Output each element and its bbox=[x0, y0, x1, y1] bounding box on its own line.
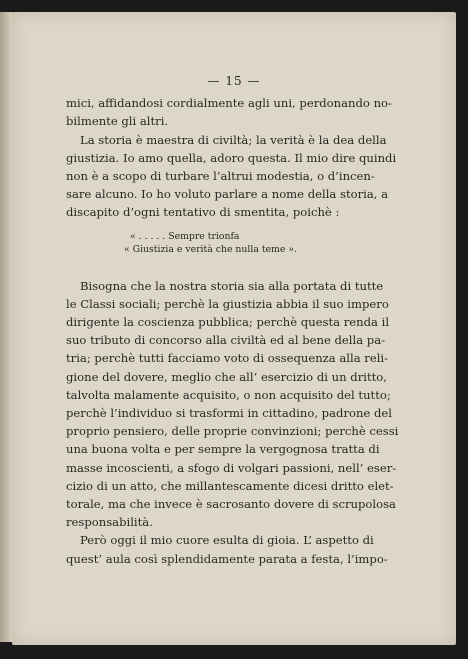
paragraph-storia bbox=[66, 131, 402, 222]
text-line: dirigente la coscienza pubblica; perchè questa renda il bbox=[66, 315, 390, 330]
quote-line: « . . . . . Sempre trionfa bbox=[130, 230, 240, 242]
text-line: bilmente gli altri. bbox=[66, 114, 169, 129]
page-number: — 15 — bbox=[207, 74, 261, 88]
text-line: responsabilità. bbox=[66, 515, 153, 530]
text-line: gione del dovere, meglio che all’ esercizio di un dritto, bbox=[66, 369, 387, 384]
paragraph-pero bbox=[66, 531, 402, 567]
paragraph-gap bbox=[66, 257, 402, 277]
text-line: tria; perchè tutti facciamo voto di ossequenza alla reli- bbox=[66, 351, 389, 366]
text-line: suo tributo di concorso alla civiltà ed al bene della pa- bbox=[66, 333, 386, 348]
text-line: discapito d’ogni tentativo di smentita, poichè : bbox=[66, 205, 340, 220]
paragraph-bisogna bbox=[66, 277, 402, 532]
text-line: talvolta malamente acquisito, o non acquisito del tutto; bbox=[66, 387, 391, 402]
text-line: La storia è maestra di civiltà; la verità è la dea della bbox=[80, 132, 387, 147]
text-line: masse incoscienti, a sfogo di volgari passioni, nell’ eser- bbox=[66, 460, 397, 475]
book-page bbox=[12, 12, 456, 645]
block-quote bbox=[124, 230, 402, 257]
text-line: Però oggi il mio cuore esulta di gioia. L’ aspetto di bbox=[80, 533, 374, 548]
text-line: cizio di un atto, che millantescamente dicesi dritto elet- bbox=[66, 478, 394, 493]
text-line: le Classi sociali; perchè la giustizia abbia il suo impero bbox=[66, 296, 389, 311]
text-line: perchè l’individuo si trasformi in cittadino, padrone del bbox=[66, 406, 392, 421]
text-line: Bisogna che la nostra storia sia alla portata di tutte bbox=[80, 278, 384, 293]
quote-line: « Giustizia e verità che nulla teme ». bbox=[124, 244, 297, 256]
text-line: una buona volta e per sempre la vergognosa tratta di bbox=[66, 442, 380, 457]
text-line: mici, affidandosi cordialmente agli uni, perdonando no- bbox=[66, 96, 392, 111]
page-text-block bbox=[66, 72, 402, 568]
text-line: sare alcuno. Io ho voluto parlare a nome della storia, a bbox=[66, 187, 389, 202]
text-line: proprio pensiero, delle proprie convinzioni; perchè cessi bbox=[66, 424, 399, 439]
text-line: non è a scopo di turbare l’altrui modestia, o d’incen- bbox=[66, 169, 375, 184]
text-line: quest’ aula così splendidamente parata a festa, l’impo- bbox=[66, 551, 388, 566]
text-line: torale, ma che invece è sacrosanto dovere di scrupolosa bbox=[66, 497, 396, 512]
text-line: giustizia. Io amo quella, adoro questa. Il mio dire quindi bbox=[66, 150, 397, 165]
paragraph-continuation bbox=[66, 94, 402, 130]
